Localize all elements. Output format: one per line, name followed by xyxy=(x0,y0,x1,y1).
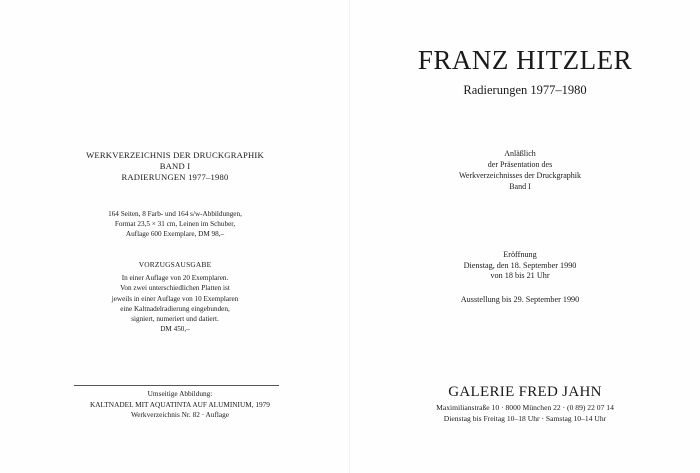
edition-price: DM 450,– xyxy=(160,325,190,334)
edition-line: Von zwei unterschiedlichen Platten ist xyxy=(120,284,230,293)
center-fold xyxy=(349,0,350,473)
artist-name: FRANZ HITZLER xyxy=(417,45,633,75)
gallery-name: GALERIE FRED JAHN xyxy=(448,384,602,400)
occasion-line: Werkverzeichnisses der Druckgraphik xyxy=(459,171,581,180)
catalog-heading xyxy=(55,150,295,183)
special-edition-details xyxy=(55,273,295,335)
edition-line: jeweils in einer Auflage von 10 Exemplaren xyxy=(111,294,239,303)
address-line: Maximilianstraße 10 · 8000 München 22 · (0 89) 22 07 14 xyxy=(436,403,614,412)
cover-note-line: KALTNADEL MIT AQUATINTA AUF ALUMINIUM, 1979 xyxy=(90,399,270,409)
exhibition-subtitle: Radierungen 1977–1980 xyxy=(463,83,587,97)
opening-line: Eröffnung xyxy=(503,250,537,259)
edition-line: In einer Auflage von 20 Exemplaren. xyxy=(121,274,229,282)
cover-illustration-note xyxy=(55,389,305,421)
occasion-line: Anläßlich xyxy=(504,149,536,158)
occasion-text xyxy=(420,148,620,192)
cover-note-line: Werkverzeichnis Nr. 82 · Auflage xyxy=(130,410,230,419)
opening-line: von 18 bis 21 Uhr xyxy=(490,271,550,281)
specs-line: Auflage 600 Exemplare, DM 98,– xyxy=(125,230,225,239)
occasion-line: der Präsentation des xyxy=(487,160,553,169)
special-edition-title: VORZUGSAUSGABE xyxy=(138,260,212,269)
opening-info xyxy=(420,250,620,282)
catalog-heading-line: WERKVERZEICHNIS DER DRUCKGRAPHIK xyxy=(86,150,264,160)
opening-hours-line: Dienstag bis Freitag 10–18 Uhr · Samstag 10–14 Uhr xyxy=(443,414,607,423)
edition-line: signiert, numeriert und datiert. xyxy=(131,315,219,324)
edition-line: eine Kaltnadelradierung eingebunden, xyxy=(120,304,230,313)
catalog-specs xyxy=(55,209,295,240)
catalog-heading-line: RADIERUNGEN 1977–1980 xyxy=(121,172,229,182)
catalog-heading-line: BAND I xyxy=(159,161,191,171)
specs-line: 164 Seiten, 8 Farb- und 164 s/w-Abbildungen, xyxy=(108,210,242,218)
gallery-address xyxy=(395,402,655,424)
exhibition-dates: Ausstellung bis 29. September 1990 xyxy=(460,295,580,304)
opening-line: Dienstag, den 18. September 1990 xyxy=(463,260,577,270)
specs-line: Format 23,5 × 31 cm, Leinen im Schuber, xyxy=(114,220,236,229)
divider-rule xyxy=(74,385,279,386)
occasion-line: Band I xyxy=(509,182,531,191)
cover-note-line: Umseitige Abbildung: xyxy=(147,389,213,398)
